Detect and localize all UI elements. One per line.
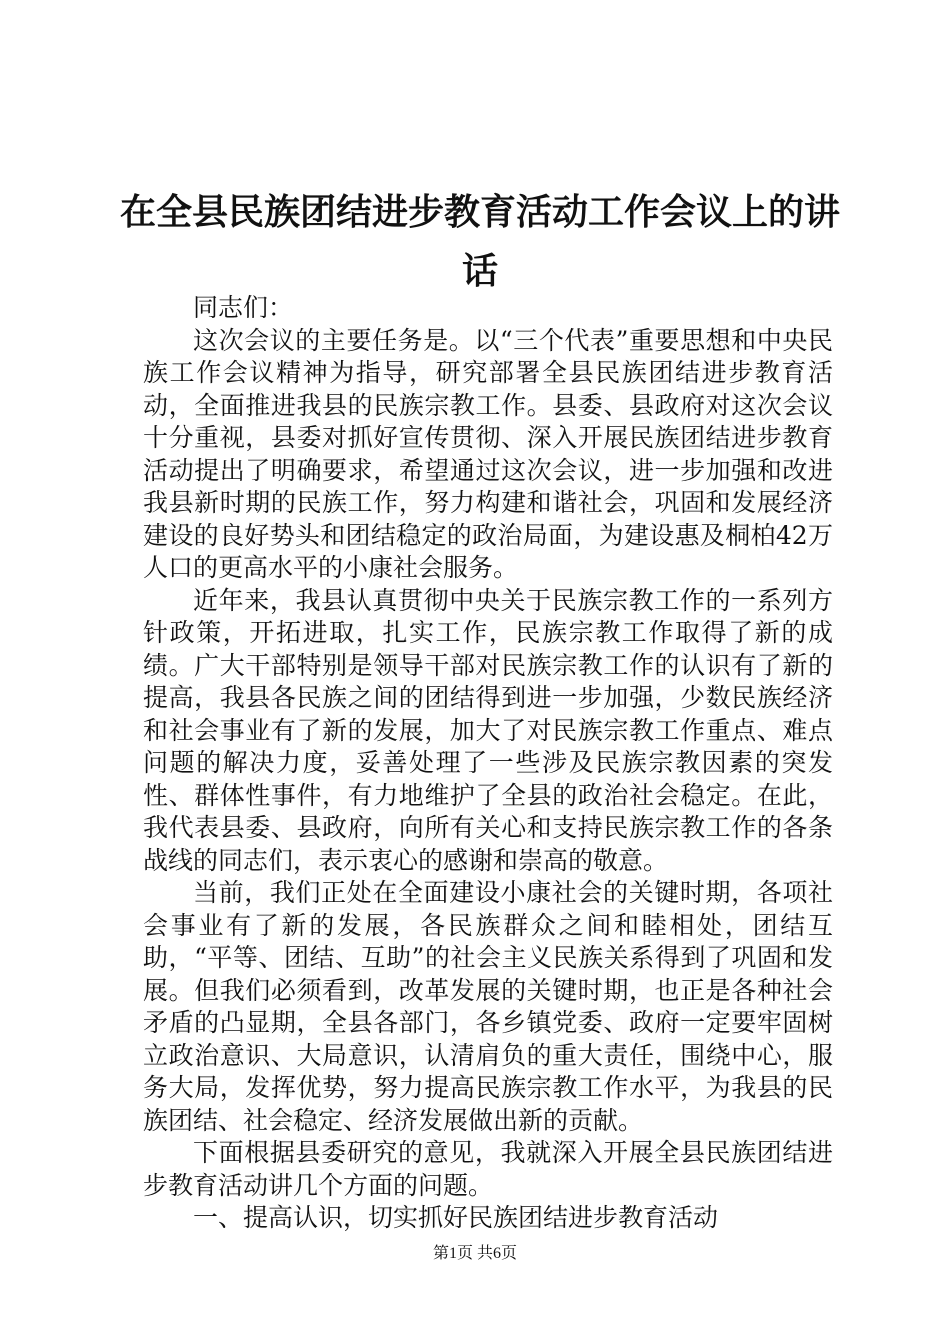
title-line-2: 话 xyxy=(461,250,498,292)
paragraph-4: 下面根据县委研究的意见，我就深入开展全县民族团结进步教育活动讲几个方面的问题。 xyxy=(143,1138,833,1200)
salutation: 同志们： xyxy=(193,293,294,322)
document-title xyxy=(112,183,848,301)
paragraph-2: 近年来，我县认真贯彻中央关于民族宗教工作的一系列方针政策，开拓进取，扎实工作，民族宗教工作取得了新的成绩。广大干部特别是领导干部对民族宗教工作的认识有了新的提高，我县各民族之间的团结得到进一步加强，少数民族经济和社会事业有了新的发展，加大了对民族宗教工作重点、难点问题的解决力度，妥善处理了一些涉及民族宗教因素的突发性、群体性事件，有力地维护了全县的政治社会稳定。在此，我代表县委、县政府，向所有关心和支持民族宗教工作的各条战线的同志们，表示衷心的感谢和崇高的敬意。 xyxy=(143,585,833,875)
paragraph-3: 当前，我们正处在全面建设小康社会的关键时期，各项社会事业有了新的发展，各民族群众之间和睦相处，团结互助，“平等、团结、互助”的社会主义民族关系得到了巩固和发展。但我们必须看到，改革发展的关键时期，也正是各种社会矛盾的凸显期，全县各部门，各乡镇党委、政府一定要牢固树立政治意识、大局意识，认清肩负的重大责任，围绕中心，服务大局，发挥优势，努力提高民族宗教工作水平，为我县的民族团结、社会稳定、经济发展做出新的贡献。 xyxy=(143,878,833,1135)
document-body xyxy=(143,292,833,1235)
page-number-footer: 第1页 共6页 xyxy=(432,1245,517,1262)
paragraph-1: 这次会议的主要任务是。以“三个代表”重要思想和中央民族工作会议精神为指导，研究部署全县民族团结进步教育活动，全面推进我县的民族宗教工作。县委、县政府对这次会议十分重视，县委对抓好宣传贯彻、深入开展民族团结进步教育活动提出了明确要求，希望通过这次会议，进一步加强和改进我县新时期的民族工作，努力构建和谐社会，巩固和发展经济建设的良好势头和团结稳定的政治局面，为建设惠及桐柏42万人口的更高水平的小康社会服务。 xyxy=(143,325,833,582)
title-line-1: 在全县民族团结进步教育活动工作会议上的讲 xyxy=(119,191,840,233)
section-heading-1: 一、提高认识，切实抓好民族团结进步教育活动 xyxy=(193,1203,719,1232)
